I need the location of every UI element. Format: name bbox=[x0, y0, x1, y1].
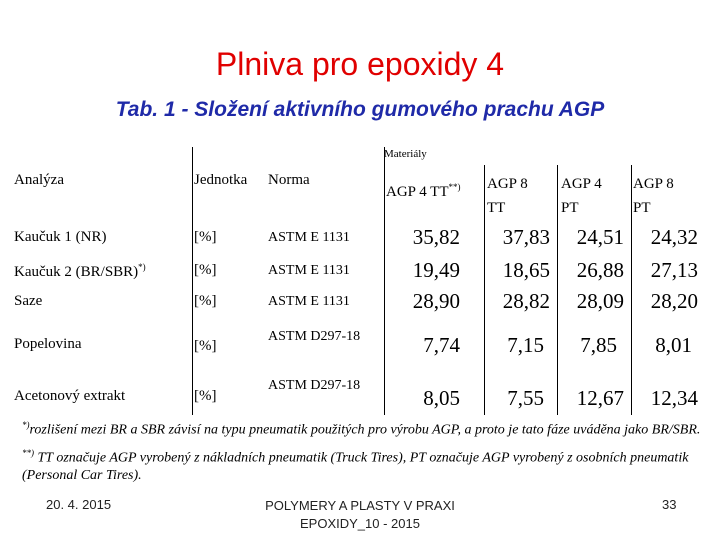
header-agp4tt-label: AGP 4 TT bbox=[386, 184, 449, 200]
footnote-mark: *) bbox=[22, 420, 30, 430]
footnote-2 bbox=[22, 444, 702, 486]
value-cell: 8,01 bbox=[655, 333, 692, 357]
header-agp8pt: AGP 8 PT bbox=[633, 176, 674, 216]
value-cell: 28,90 bbox=[412, 289, 460, 313]
value-cell: 12,34 bbox=[650, 386, 698, 410]
row-analysis: Kaučuk 1 (NR) bbox=[14, 229, 107, 245]
table-footnotes bbox=[22, 416, 702, 485]
footnote-mark: *) bbox=[138, 262, 146, 272]
value-cell: 24,51 bbox=[576, 225, 624, 249]
value-cell: 27,13 bbox=[650, 258, 698, 282]
footnote-2-text: TT označuje AGP vyrobený z nákladních pneumatik (Truck Tires), PT označuje AGP vyrobený z osobních pneumatik (Personal Car Tires). bbox=[22, 450, 689, 484]
header-agp4tt-footnote-mark: **) bbox=[448, 182, 461, 192]
value-cell: 26,88 bbox=[576, 258, 624, 282]
header-agp4tt bbox=[386, 182, 461, 201]
header-agp4pt: AGP 4 PT bbox=[561, 176, 602, 216]
row-analysis bbox=[14, 262, 146, 281]
value-cell: 28,20 bbox=[650, 289, 698, 313]
value-cell: 7,15 bbox=[507, 333, 544, 357]
grid-line bbox=[384, 147, 385, 415]
value-cell: 18,65 bbox=[502, 258, 550, 282]
row-analysis: Popelovina bbox=[14, 336, 82, 352]
header-norm: Norma bbox=[268, 172, 310, 188]
table-caption: Tab. 1 - Složení aktivního gumového prachu AGP bbox=[115, 98, 605, 121]
value-cell: 12,67 bbox=[576, 386, 624, 410]
row-analysis: Acetonový extrakt bbox=[14, 388, 126, 404]
value-cell: 35,82 bbox=[412, 225, 460, 249]
value-cell: 37,83 bbox=[502, 225, 550, 249]
footer-line-1: POLYMERY A PLASTY V PRAXI bbox=[265, 498, 455, 513]
materials-group-header: Materiály bbox=[384, 148, 427, 160]
value-cell: 7,74 bbox=[423, 333, 460, 357]
header-agp8tt: AGP 8 TT bbox=[487, 176, 528, 216]
footnote-1-text: rozlišení mezi BR a SBR závisí na typu pneumatik použitých pro výrobu AGP, a proto je tato fáze uváděna jako BR/SBR. bbox=[29, 422, 701, 438]
value-cell: 8,05 bbox=[423, 386, 460, 410]
slide-number: 33 bbox=[662, 497, 677, 512]
value-cell: 7,85 bbox=[580, 333, 617, 357]
value-cell: 28,09 bbox=[576, 289, 624, 313]
row-unit: [%] bbox=[194, 293, 217, 309]
row-unit: [%] bbox=[194, 338, 217, 354]
row-norm: ASTM E 1131 bbox=[268, 230, 350, 245]
value-cell: 24,32 bbox=[650, 225, 698, 249]
row-analysis-label: Kaučuk 2 (BR/SBR) bbox=[14, 264, 139, 280]
row-norm: ASTM D297-18 bbox=[268, 329, 361, 344]
row-unit: [%] bbox=[194, 388, 217, 404]
footer-date: 20. 4. 2015 bbox=[46, 497, 112, 512]
value-cell: 19,49 bbox=[412, 258, 460, 282]
row-unit: [%] bbox=[194, 229, 217, 245]
footer-line-2: EPOXIDY_10 - 2015 bbox=[300, 516, 420, 531]
footer-title bbox=[220, 497, 500, 533]
value-cell: 7,55 bbox=[507, 386, 544, 410]
header-analysis: Analýza bbox=[14, 172, 64, 188]
row-unit: [%] bbox=[194, 262, 217, 278]
row-norm: ASTM E 1131 bbox=[268, 294, 350, 309]
row-norm: ASTM D297-18 bbox=[268, 378, 361, 393]
row-norm: ASTM E 1131 bbox=[268, 263, 350, 278]
row-analysis: Saze bbox=[14, 293, 43, 309]
footnote-1 bbox=[22, 416, 702, 440]
footnote-mark: **) bbox=[22, 447, 34, 458]
slide-title: Plniva pro epoxidy 4 bbox=[215, 46, 505, 82]
header-unit: Jednotka bbox=[194, 172, 248, 188]
value-cell: 28,82 bbox=[502, 289, 550, 313]
grid-line bbox=[192, 147, 193, 415]
